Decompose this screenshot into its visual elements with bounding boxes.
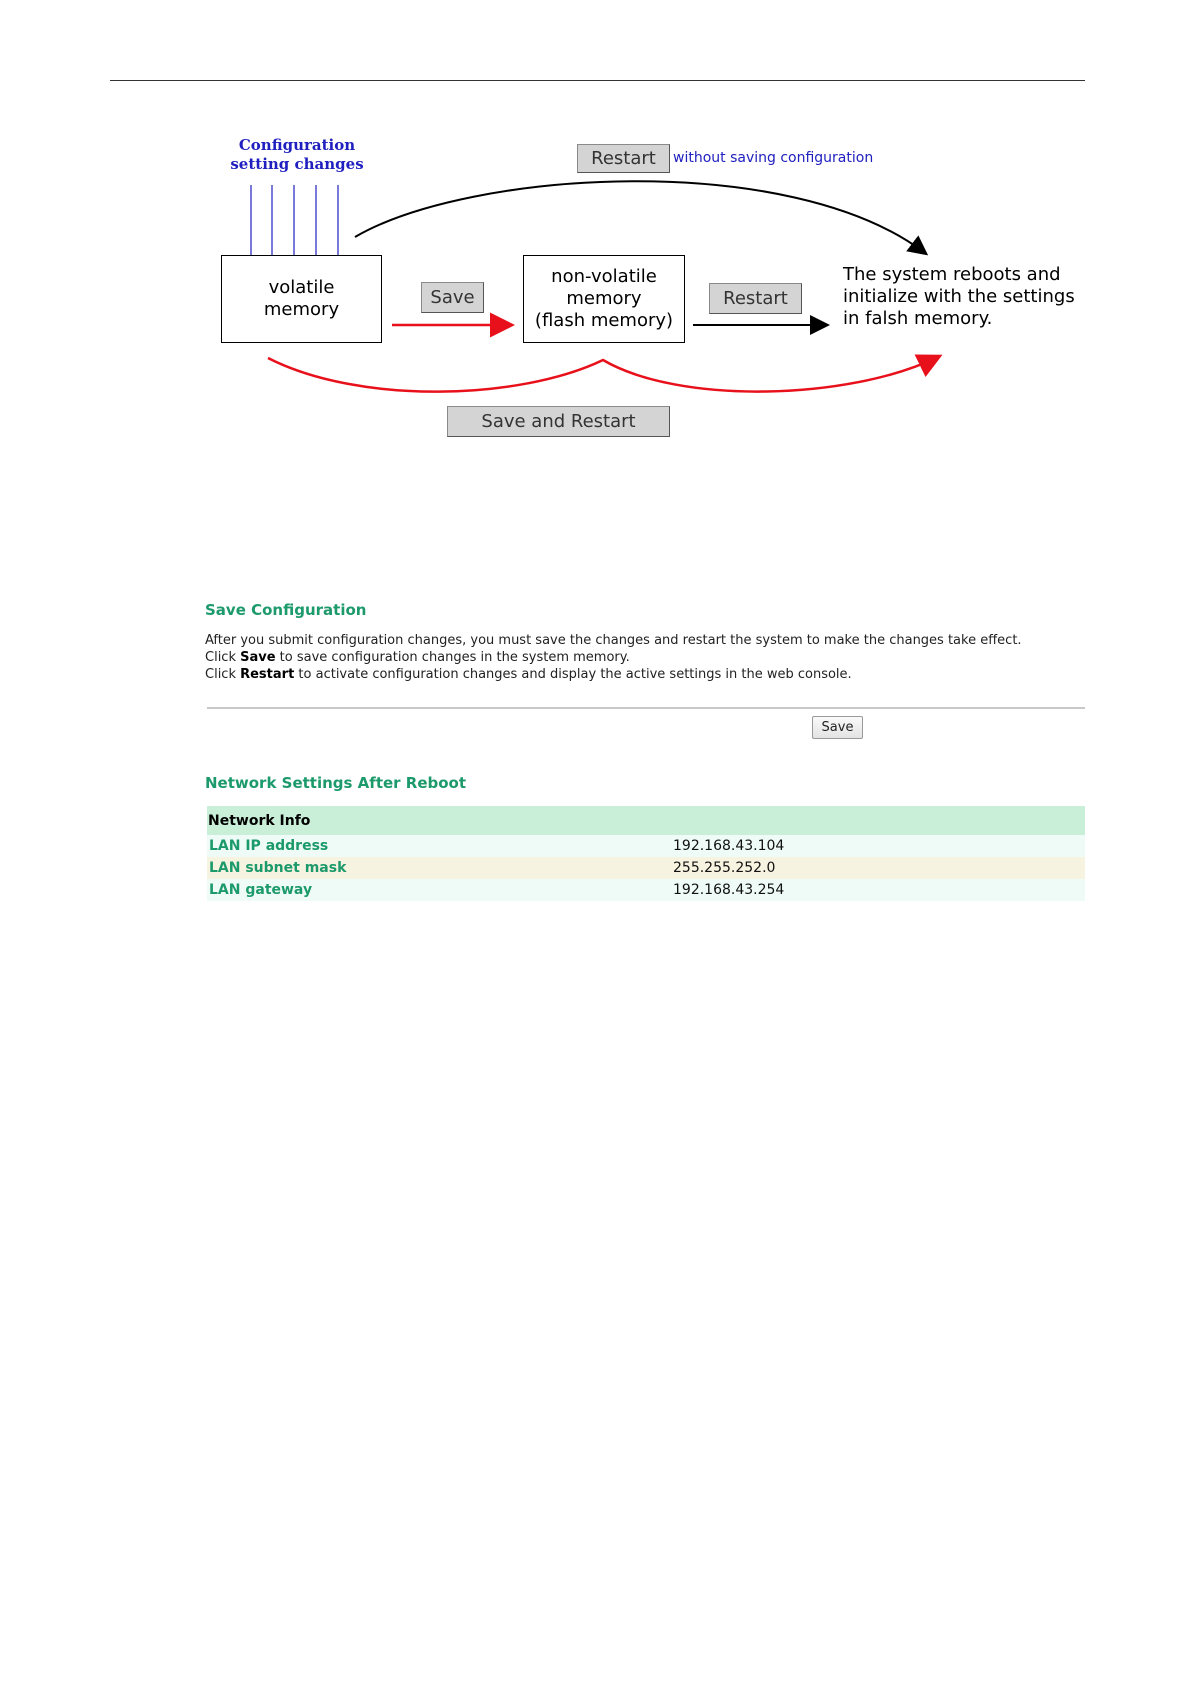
reboot-result-text: The system reboots and initialize with the settings in falsh memory. [843,264,1075,329]
save-restart-diagram [0,0,1191,460]
network-info-table [207,806,1085,901]
line3-prefix: Click [205,667,241,682]
diagram-restart-button [709,283,802,314]
volatile-memory-box: volatile memory [221,255,382,343]
save-button[interactable] [812,716,863,739]
diagram-restart-button-label: Restart [723,288,788,309]
description-line-2 [205,649,1022,666]
save-button-label: Save [821,720,854,735]
table-row [207,857,1085,879]
save-and-restart-button-label: Save and Restart [481,411,636,432]
row-label: LAN subnet mask [209,860,347,876]
config-changes-label: Configuration setting changes [230,136,364,173]
line3-bold: Restart [240,667,295,682]
restart-without-saving-note: without saving configuration [673,150,874,166]
save-and-restart-button [447,406,670,437]
line2-bold: Save [240,650,276,665]
row-label: LAN gateway [209,882,313,898]
section-divider [207,707,1085,709]
restart-top-button [577,144,670,173]
row-value: 192.168.43.254 [673,882,785,898]
row-value: 255.255.252.0 [673,860,776,876]
line2-suffix: to save configuration changes in the system memory. [275,650,630,665]
save-configuration-description [205,632,1022,683]
diagram-save-button [421,282,484,313]
network-info-header: Network Info [207,806,1085,835]
row-value: 192.168.43.104 [673,838,785,854]
diagram-arrows [0,0,1191,460]
description-line-1: After you submit configuration changes, you must save the changes and restart the system to make the changes take effect. [205,633,1022,648]
restart-top-button-label: Restart [591,148,656,169]
restart-curve-arrow [355,181,925,253]
diagram-save-button-label: Save [430,287,475,308]
table-row [207,835,1085,857]
description-line-3 [205,666,1022,683]
network-settings-title: Network Settings After Reboot [205,774,467,792]
line2-prefix: Click [205,650,241,665]
table-row [207,879,1085,901]
save-restart-curve-arrow [268,357,938,392]
line3-suffix: to activate configuration changes and display the active settings in the web console. [294,667,852,682]
row-label: LAN IP address [209,838,329,854]
nonvolatile-memory-box: non-volatile memory (flash memory) [523,255,685,343]
save-configuration-title: Save Configuration [205,601,367,619]
